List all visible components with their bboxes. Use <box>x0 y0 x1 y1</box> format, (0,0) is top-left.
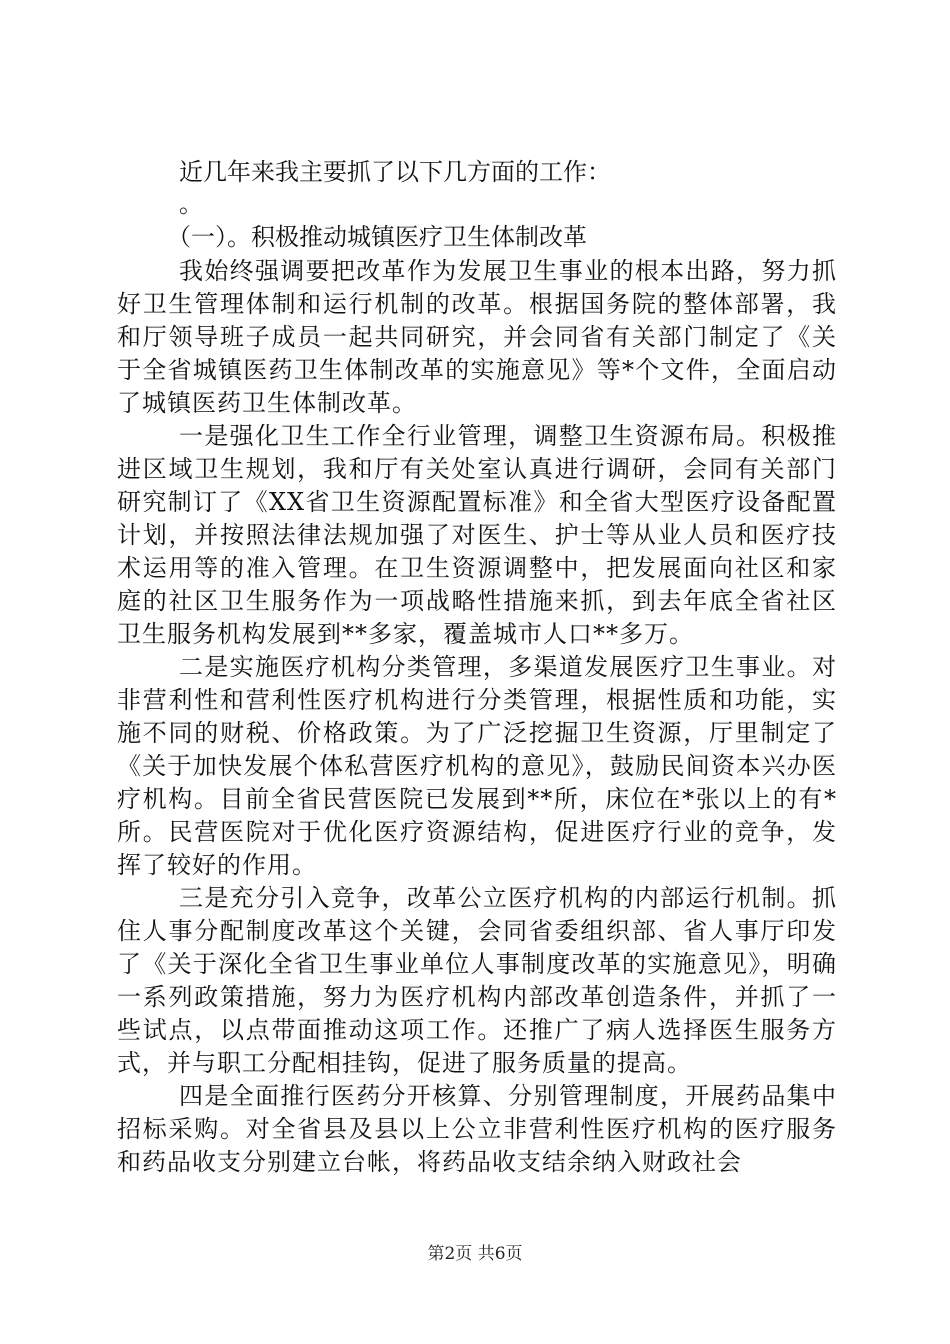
page-number-footer: 第2页 共6页 <box>427 1244 523 1264</box>
intro-line: 近几年来我主要抓了以下几方面的工作： <box>179 158 611 186</box>
paragraph-classification-management: 二是实施医疗机构分类管理，多渠道发展医疗卫生事业。对非营利性和营利性医疗机构进行分类管理，根据性质和功能，实施不同的财税、价格政策。为了广泛挖掘卫生资源，厅里制定了《关于加快发展个体私营医疗机构的意见》，鼓励民间资本兴办医疗机构。目前全省民营医院已发展到**所，床位在*张以上的有*所。民营医院对于优化医疗资源结构，促进医疗行业的竞争，发挥了较好的作用。 <box>117 653 837 879</box>
document-body <box>117 156 837 1179</box>
paragraph-reform-overview: 我始终强调要把改革作为发展卫生事业的根本出路，努力抓好卫生管理体制和运行机制的改革。根据国务院的整体部署，我和厅领导班子成员一起共同研究，并会同省有关部门制定了《关于全省城镇医药卫生体制改革的实施意见》等*个文件，全面启动了城镇医药卫生体制改革。 <box>117 257 837 417</box>
section-heading: （一）。积极推动城镇医疗卫生体制改革 <box>167 223 587 251</box>
separator-dot: 。 <box>179 190 203 218</box>
paragraph-drug-separation: 四是全面推行医药分开核算、分别管理制度，开展药品集中招标采购。对全省县及县以上公立非营利性医疗机构的医疗服务和药品收支分别建立台帐，将药品收支结余纳入财政社会 <box>117 1082 837 1176</box>
paragraph-competition-reform: 三是充分引入竞争，改革公立医疗机构的内部运行机制。抓住人事分配制度改革这个关键，会同省委组织部、省人事厅印发了《关于深化全省卫生事业单位人事制度改革的实施意见》，明确一系列政策措施，努力为医疗机构内部改革创造条件，并抓了一些试点，以点带面推动这项工作。还推广了病人选择医生服务方式，并与职工分配相挂钩，促进了服务质量的提高。 <box>117 884 837 1077</box>
paragraph-industry-management: 一是强化卫生工作全行业管理，调整卫生资源布局。积极推进区域卫生规划，我和厅有关处室认真进行调研，会同有关部门研究制订了《XX省卫生资源配置标准》和全省大型医疗设备配置计划，并按照法律法规加强了对医生、护士等从业人员和医疗技术运用等的准入管理。在卫生资源调整中，把发展面向社区和家庭的社区卫生服务作为一项战略性措施来抓，到去年底全省社区卫生服务机构发展到**多家，覆盖城市人口**多万。 <box>117 422 837 648</box>
